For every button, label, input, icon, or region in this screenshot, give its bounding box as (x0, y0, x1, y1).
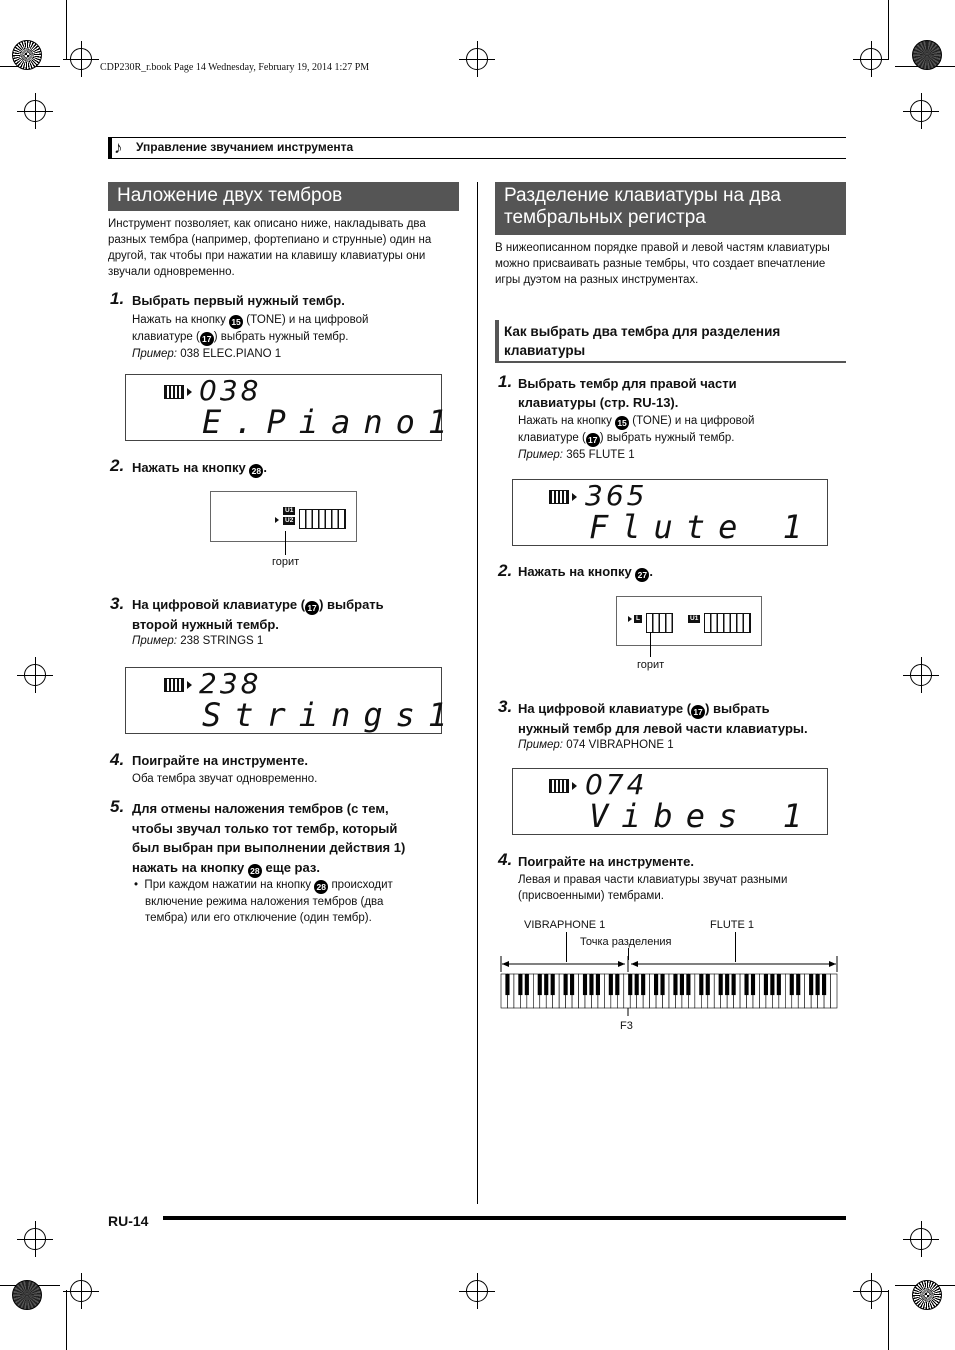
black-key (744, 974, 748, 995)
black-key (615, 974, 619, 995)
color-bar-rose (12, 40, 42, 70)
registration-mark (860, 48, 882, 70)
layer-indicator-box (210, 491, 357, 542)
black-key (686, 974, 690, 995)
black-key (589, 974, 593, 995)
lcd-tone-number: 038 (199, 374, 262, 407)
black-key (732, 974, 736, 995)
black-key (790, 974, 794, 995)
black-key (809, 974, 813, 995)
arrow-head-icon (502, 961, 509, 967)
registration-mark (70, 1280, 92, 1302)
arrow-head-icon (631, 961, 638, 967)
step-title: Нажать на кнопку 27 . (518, 564, 654, 580)
example-text: Пример: 074 VIBRAPHONE 1 (518, 739, 674, 751)
color-bar-rose (12, 1280, 42, 1310)
keyboard-icon (164, 385, 184, 399)
registration-mark (24, 100, 46, 122)
black-key (680, 974, 684, 995)
indicator-arrow-icon (628, 616, 632, 622)
crop-mark (66, 0, 67, 60)
button-28-icon: 28 (314, 880, 328, 894)
black-key (596, 974, 600, 995)
black-key (822, 974, 826, 995)
color-bar-rose (912, 40, 942, 70)
example-text: Пример: 238 STRINGS 1 (132, 635, 264, 647)
step-title: Выбрать тембр для правой части клавиатуры (стр. RU-13). (518, 376, 737, 410)
step-text: Левая и правая части клавиатуры звучат разными (присвоенными) тембрами. (518, 874, 788, 902)
header-title: Управление звучанием инструмента (136, 140, 354, 154)
registration-mark (466, 1280, 488, 1302)
left-tone-label: VIBRAPHONE 1 (524, 919, 606, 931)
step-title: Выбрать первый нужный тембр. (132, 293, 345, 308)
indicator-arrow-icon (275, 517, 279, 523)
black-key (770, 974, 774, 995)
step-title: На цифровой клавиатуре ( 17 ) выбрать нужный тембр для левой части клавиатуры. (518, 701, 808, 736)
u1-indicator: U1 (690, 615, 699, 622)
book-info-line: CDP230R_r.book Page 14 Wednesday, February 19, 2014 1:27 PM (100, 62, 370, 73)
lcd-display (512, 768, 828, 835)
black-key (699, 974, 703, 995)
registration-mark (910, 664, 932, 686)
arrow-head-icon (829, 961, 836, 967)
step-text: Нажать на кнопку 15 (TONE) и на цифровой клавиатуре ( 17 ) выбрать нужный тембр. Пример: 365 FLUTE 1 (518, 415, 755, 461)
keyboard-icon (549, 490, 569, 504)
step-title: На цифровой клавиатуре ( 17 ) выбрать второй нужный тембр. (132, 597, 384, 632)
button-17-icon: 17 (305, 601, 319, 615)
step-title: Поиграйте на инструменте. (132, 753, 308, 768)
black-key (538, 974, 542, 995)
leader-line (285, 531, 286, 555)
footer-rule (163, 1216, 846, 1220)
lcd-tone-name: Vibes 1 (589, 797, 815, 835)
mini-keyboard-icon (704, 613, 751, 633)
step-number: 3. (498, 697, 513, 716)
black-key (777, 974, 781, 995)
registration-mark (466, 48, 488, 70)
button-27-icon: 27 (635, 568, 649, 582)
column-divider (477, 182, 478, 1204)
color-bar-rose (912, 1280, 942, 1310)
step-number: 2. (110, 456, 125, 475)
black-key (751, 974, 755, 995)
bullet-note: • При каждом нажатии на кнопку 28 происходит включение режима наложения тембров (два тембра) или его отключение (один тембр). (134, 879, 393, 924)
lcd-tone-name: E.Piano1 (202, 403, 461, 441)
left-section-title: Наложение двух тембров (108, 182, 459, 211)
black-key (673, 974, 677, 995)
black-key (816, 974, 820, 995)
button-15-icon: 15 (615, 416, 629, 430)
indicator-arrow-icon (572, 493, 577, 501)
split-indicator-box (616, 596, 762, 646)
step-number: 4. (110, 750, 125, 769)
black-key (564, 974, 568, 995)
black-key (570, 974, 574, 995)
music-note-icon: ♪ (114, 138, 123, 157)
lit-caption: горит (272, 556, 300, 568)
running-header (108, 137, 846, 159)
mini-keyboard-icon (646, 613, 673, 633)
split-keyboard-diagram (498, 952, 840, 1022)
black-key (725, 974, 729, 995)
right-intro: В нижеописанном порядке правой и левой частям клавиатуры можно присваивать разные тембры, что создает впечатление игры дуэтом на разных инструментах. (495, 242, 830, 286)
keyboard-icon (164, 678, 184, 692)
indicator-arrow-icon (572, 782, 577, 790)
piano-keyboard (501, 974, 837, 1008)
step-title: Для отмены наложения тембров (с тем, чтобы звучал только тот тембр, который был выбран при выполнении действия 1) нажать на кнопку 28 еще раз. (132, 801, 406, 876)
black-key (641, 974, 645, 995)
black-key (796, 974, 800, 995)
u1-indicator: U1 (285, 507, 294, 514)
step-number: 1. (110, 289, 125, 308)
black-key (764, 974, 768, 995)
right-section-title: Разделение клавиатуры на два тембральных регистра (495, 182, 846, 235)
white-key (831, 974, 837, 1008)
black-key (706, 974, 710, 995)
step-number: 3. (110, 594, 125, 613)
bullet-icon: • (134, 879, 139, 891)
lcd-tone-name: Strings1 (202, 696, 461, 734)
split-key-label: F3 (620, 1020, 633, 1032)
l-indicator: L (636, 615, 640, 622)
black-key (518, 974, 522, 995)
registration-mark (910, 1228, 932, 1250)
registration-mark (860, 1280, 882, 1302)
step-number: 4. (498, 850, 513, 869)
step-number: 1. (498, 372, 513, 391)
right-tone-label: FLUTE 1 (710, 919, 755, 931)
lcd-tone-number: 074 (585, 768, 648, 801)
black-key (719, 974, 723, 995)
black-key (609, 974, 613, 995)
lcd-tone-number: 238 (199, 667, 262, 700)
lcd-display (125, 667, 461, 734)
black-key (544, 974, 548, 995)
split-point-label: Точка разделения (580, 936, 672, 948)
arrow-head-icon (618, 961, 625, 967)
step-title: Поиграйте на инструменте. (518, 854, 694, 869)
step-number: 2. (498, 561, 513, 580)
button-17-icon: 17 (586, 433, 600, 447)
step-number: 5. (110, 797, 125, 816)
leader-line (650, 632, 651, 657)
button-15-icon: 15 (229, 315, 243, 329)
button-17-icon: 17 (200, 332, 214, 346)
button-28-icon: 28 (249, 464, 263, 478)
page-number: RU-14 (108, 1213, 149, 1229)
mini-keyboard-icon (299, 509, 346, 529)
black-key (551, 974, 555, 995)
indicator-arrow-icon (187, 388, 192, 396)
lit-caption: горит (637, 659, 665, 671)
registration-mark (24, 1228, 46, 1250)
crop-mark (888, 1290, 889, 1350)
registration-mark (70, 48, 92, 70)
registration-mark (24, 664, 46, 686)
black-key (654, 974, 658, 995)
lcd-tone-number: 365 (585, 479, 648, 512)
crop-mark (888, 0, 889, 60)
subsection-title: Как выбрать два тембра для разделения клавиатуры (495, 320, 846, 363)
keyboard-icon (549, 779, 569, 793)
black-key (583, 974, 587, 995)
lcd-tone-name: Flute 1 (589, 508, 815, 546)
left-intro: Инструмент позволяет, как описано ниже, накладывать два разных тембра (например, фортепиано и струнные) один на другой, так чтобы при нажатии на клавишу клавиатуры они звучали одновременно. (108, 218, 432, 278)
step-text: Оба тембра звучат одновременно. (132, 773, 318, 785)
u2-indicator: U2 (285, 517, 294, 524)
lcd-display (512, 479, 828, 546)
black-key (628, 974, 632, 995)
black-key (525, 974, 529, 995)
black-key (635, 974, 639, 995)
button-28-icon: 28 (248, 864, 262, 878)
black-key (505, 974, 509, 995)
indicator-arrow-icon (187, 681, 192, 689)
step-text: Нажать на кнопку 15 (TONE) и на цифровой клавиатуре ( 17 ) выбрать нужный тембр. Пример: 038 ELEC.PIANO 1 (132, 314, 369, 360)
black-key (660, 974, 664, 995)
crop-mark (66, 1290, 67, 1350)
button-17-icon: 17 (691, 705, 705, 719)
lcd-display (125, 374, 461, 441)
registration-mark (910, 100, 932, 122)
step-title: Нажать на кнопку 28 . (132, 460, 268, 476)
